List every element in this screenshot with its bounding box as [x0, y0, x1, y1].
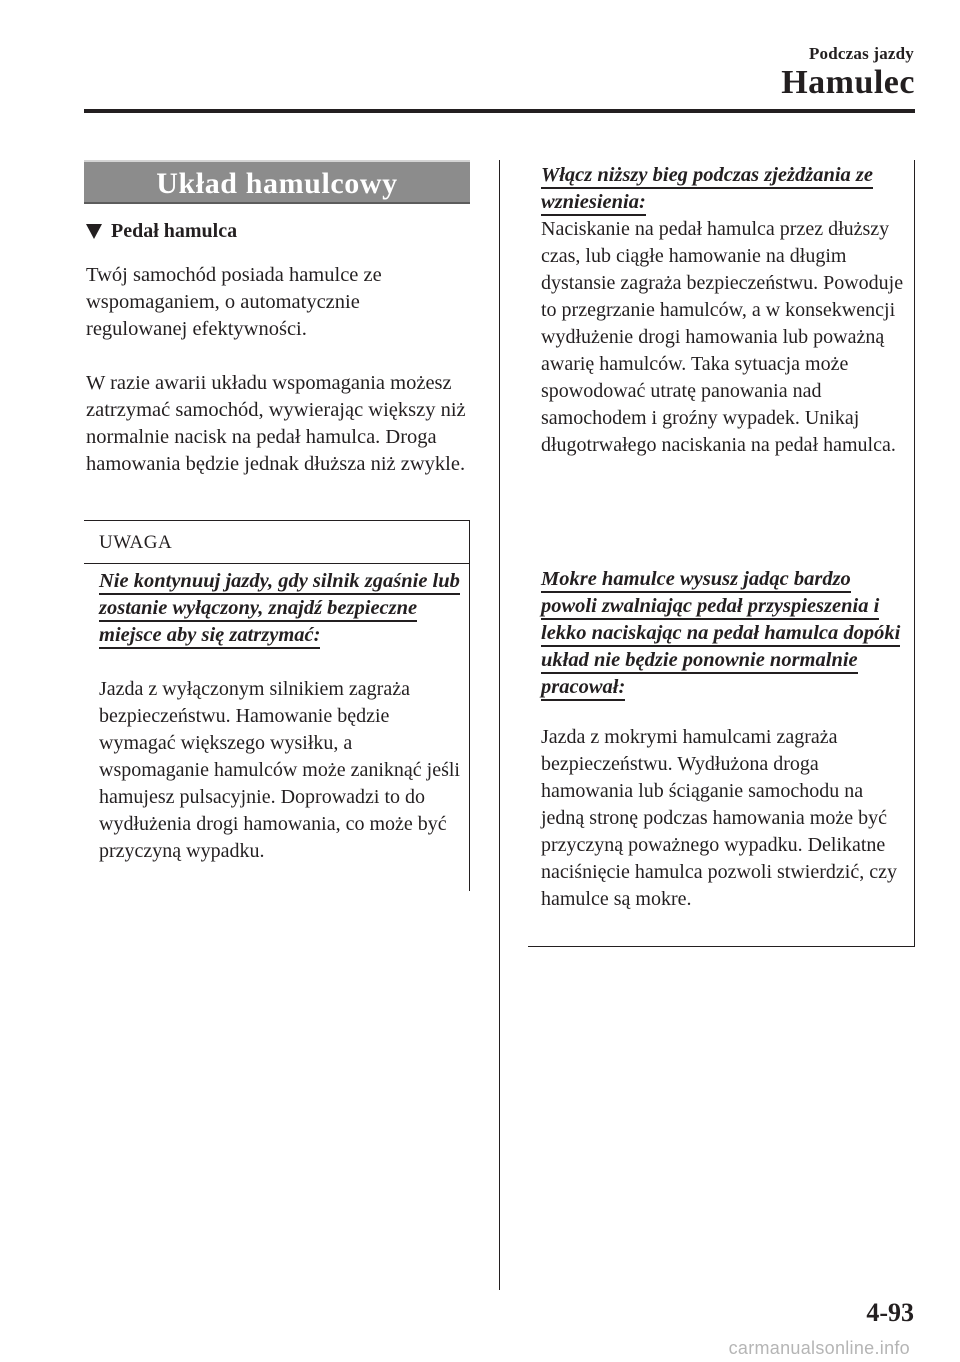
warning-3-heading	[541, 566, 906, 701]
warning-3-heading-text: Mokre hamulce wysusz jadąc bardzo powoli zwalniając pedał przyspieszenia i lekko naciskając na pedał hamulca dopóki układ nie będzie ponownie normalnie pracował:	[541, 568, 900, 701]
section-banner: Układ hamulcowy	[84, 160, 470, 204]
warning-1-heading	[99, 568, 464, 649]
column-divider	[499, 160, 500, 1290]
intro-paragraph: Twój samochód posiada hamulce ze wspomaganiem, o automatycznie regulowanej efektywności.	[86, 264, 382, 340]
chapter-title: Podczas jazdy	[808, 44, 914, 63]
header-rule	[84, 109, 915, 113]
page-number: 4-93	[866, 1298, 914, 1327]
warning-3-body: Jazda z mokrymi hamulcami zagraża bezpieczeństwu. Wydłużona droga hamowania lub ściąganie samochodu na jedną stronę podczas hamowania może być przyczyną poważnego wypadku. Delikatne naciśnięcie hamulca pozwoli stwierdzić, czy hamulce są mokre.	[541, 726, 897, 910]
subheading	[86, 220, 237, 243]
watermark: carmanualsonline.info	[728, 1338, 910, 1358]
page-title: Hamulec	[781, 64, 915, 101]
warning-1-heading-text: Nie kontynuuj jazdy, gdy silnik zgaśnie lub zostanie wyłączony, znajdź bezpieczne miejsce aby się zatrzymać:	[99, 570, 460, 649]
warning-label: UWAGA	[99, 532, 173, 553]
triangle-bullet-icon	[86, 224, 102, 239]
failure-paragraph: W razie awarii układu wspomagania możesz zatrzymać samochód, wywierając większy niż normalnie nacisk na pedał hamulca. Droga hamowania będzie jednak dłuższa niż zwykle.	[86, 372, 466, 475]
warning-label-row	[84, 521, 469, 564]
warning-1-body: Jazda z wyłączonym silnikiem zagraża bezpieczeństwu. Hamowanie będzie wymagać większego wysiłku, a wspomaganie hamulców może zaniknąć jeśli hamujesz pulsacyjnie. Doprowadzi to do wydłużenia drogi hamowania, co może być przyczyną wypadku.	[99, 678, 460, 862]
warning-2-heading-text: Włącz niższy bieg podczas zjeżdżania ze wzniesienia:	[541, 164, 873, 216]
subheading-text: Pedał hamulca	[111, 220, 238, 242]
warning-2-heading	[541, 162, 906, 216]
warning-2-body: Naciskanie na pedał hamulca przez dłuższy czas, lub ciągłe hamowanie na długim dystansie zagraża bezpieczeństwu. Powoduje to przegrzanie hamulców, a w konsekwencji wydłużenie drogi hamowania lub poważną awarię hamulców. Taka sytuacja może spowodować utratę panowania nad samochodem i groźny wypadek. Unikaj długotrwałego naciskania na pedał hamulca.	[541, 218, 904, 456]
